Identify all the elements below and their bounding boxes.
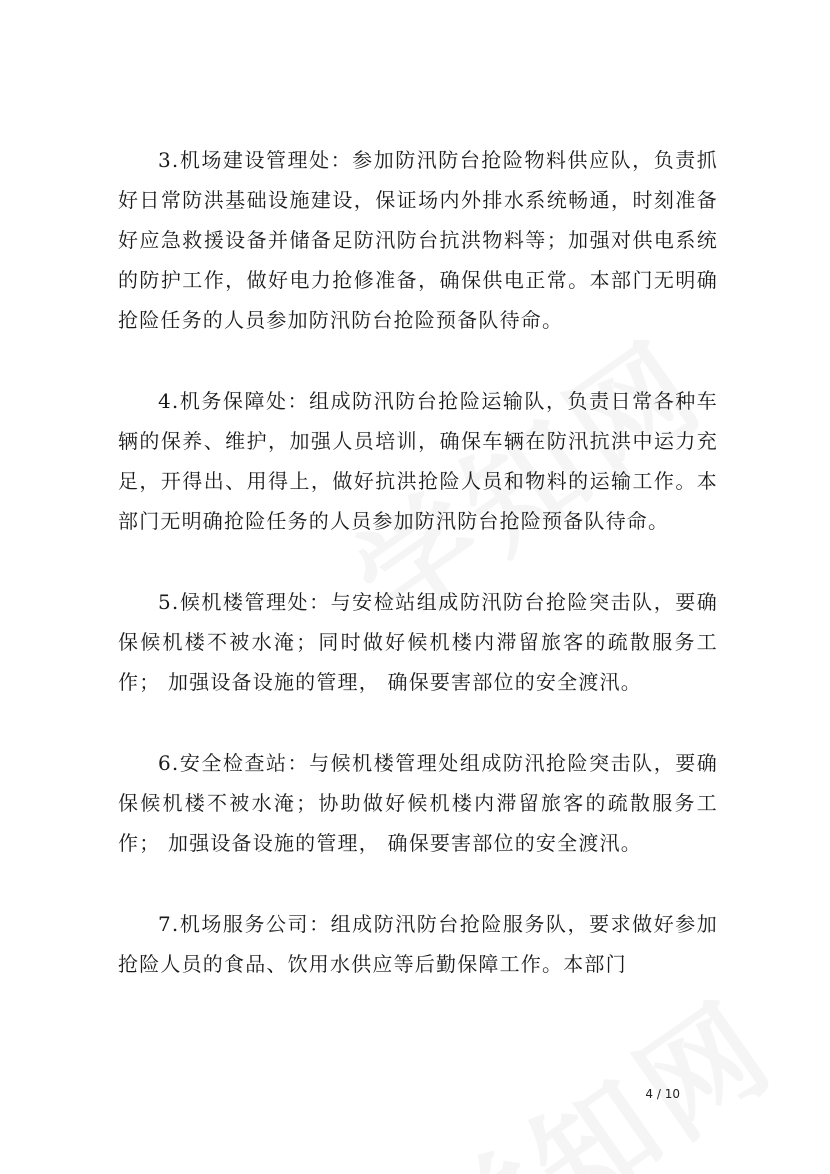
paragraph-7-airport-services: 7.机场服务公司：组成防汛防台抢险服务队，要求做好参加抢险人员的食品、饮用水供应等后勤保障工作。本部门	[118, 912, 718, 976]
paragraph-4-maintenance: 4.机务保障处：组成防汛防台抢险运输队，负责日常各种车辆的保养、维护，加强人员培训，确保车辆在防汛抗洪中运力充足，开得出、用得上，做好抗洪抢险人员和物料的运输工作。本部门无明确抢险任务的人员参加防汛防台抢险预备队待命。	[118, 389, 718, 533]
paragraph-6-security-checkpoint: 6.安全检查站：与候机楼管理处组成防汛抢险突击队，要确保候机楼不被水淹；协助做好候机楼内滞留旅客的疏散服务工作； 加强设备设施的管理， 确保要害部位的安全渡汛。	[118, 751, 718, 855]
page-number: 4 / 10	[645, 1087, 680, 1101]
paragraph-3-airport-construction: 3.机场建设管理处：参加防汛防台抢险物料供应队，负责抓好日常防洪基础设施建设，保证场内外排水系统畅通，时刻准备好应急救援设备并储备足防汛防台抗洪物料等；加强对供电系统的防护工作，做好电力抢修准备，确保供电正常。本部门无明确抢险任务的人员参加防汛防台抢险预备队待命。	[118, 148, 718, 332]
paragraph-5-terminal-management: 5.候机楼管理处：与安检站组成防汛防台抢险突击队，要确保候机楼不被水淹；同时做好候机楼内滞留旅客的疏散服务工作； 加强设备设施的管理， 确保要害部位的安全渡汛。	[118, 590, 718, 694]
document-body	[118, 140, 718, 1025]
